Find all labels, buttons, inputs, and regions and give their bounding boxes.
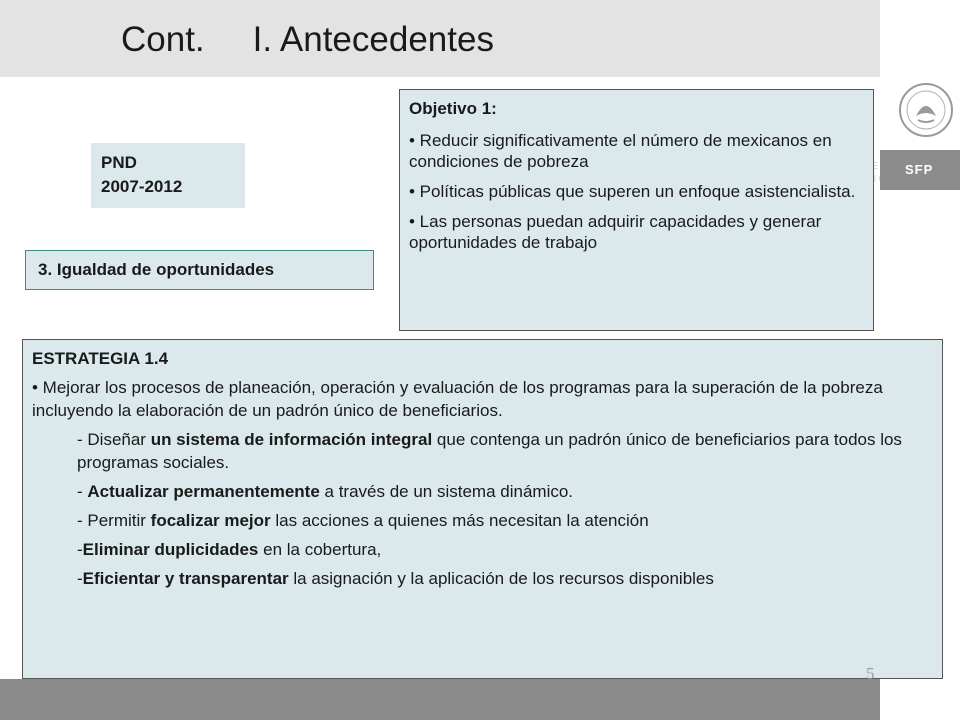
item-text: - Permitir [77,511,151,530]
item-text: - [77,540,83,559]
item-text: - [77,569,83,588]
estrategia-heading: ESTRATEGIA 1.4 [32,349,169,368]
slide-title [121,20,494,60]
sfp-logo-text: SFP [905,162,934,177]
estrategia-item [32,509,933,532]
estrategia-bullet: • Mejorar los procesos de planeación, operación y evaluación de los programas para la superación de la pobreza incluyendo la elaboración de un padrón único de beneficiarios. [32,378,883,420]
item-bold: Eficientar y transparentar [82,569,289,588]
item-bold: Actualizar permanentemente [87,482,320,501]
item-text: - [77,482,88,501]
item-bold: un sistema de información integral [150,430,433,449]
title-section: I. Antecedentes [252,20,494,59]
estrategia-item [32,480,933,503]
estrategia-item [32,567,933,590]
footer-bar [0,679,880,720]
item-bold: Eliminar duplicidades [82,540,259,559]
item-text: - Diseñar [77,430,151,449]
item-text: la asignación y la aplicación de los recursos disponibles [288,569,714,588]
title-cont: Cont. [121,20,205,59]
pnd-years: 2007-2012 [101,177,183,196]
item-text: a través de un sistema dinámico. [319,482,574,501]
item-text: que contenga un padrón único de beneficiarios para todos los programas sociales. [77,430,902,472]
eje-box: 3. Igualdad de oportunidades [25,250,374,290]
objetivo-heading: Objetivo 1: [409,99,497,118]
estrategia-item [32,428,933,474]
estrategia-item [32,538,933,561]
item-bold: focalizar mejor [150,511,271,530]
pnd-label: PND [101,153,137,172]
mexican-seal-icon [898,82,954,138]
objetivo-bullet: • Reducir significativamente el número de mexicanos en condiciones de pobreza [409,131,832,171]
page-number: 5 [866,664,875,683]
item-text: las acciones a quienes más necesitan la atención [270,511,649,530]
objetivo-bullet: • Las personas puedan adquirir capacidades y generar oportunidades de trabajo [409,212,822,252]
pnd-box [91,143,245,208]
objetivo-box [399,89,874,331]
estrategia-box [22,339,943,679]
objetivo-bullet: • Políticas públicas que superen un enfoque asistencialista. [409,182,856,201]
item-text: en la cobertura, [258,540,382,559]
